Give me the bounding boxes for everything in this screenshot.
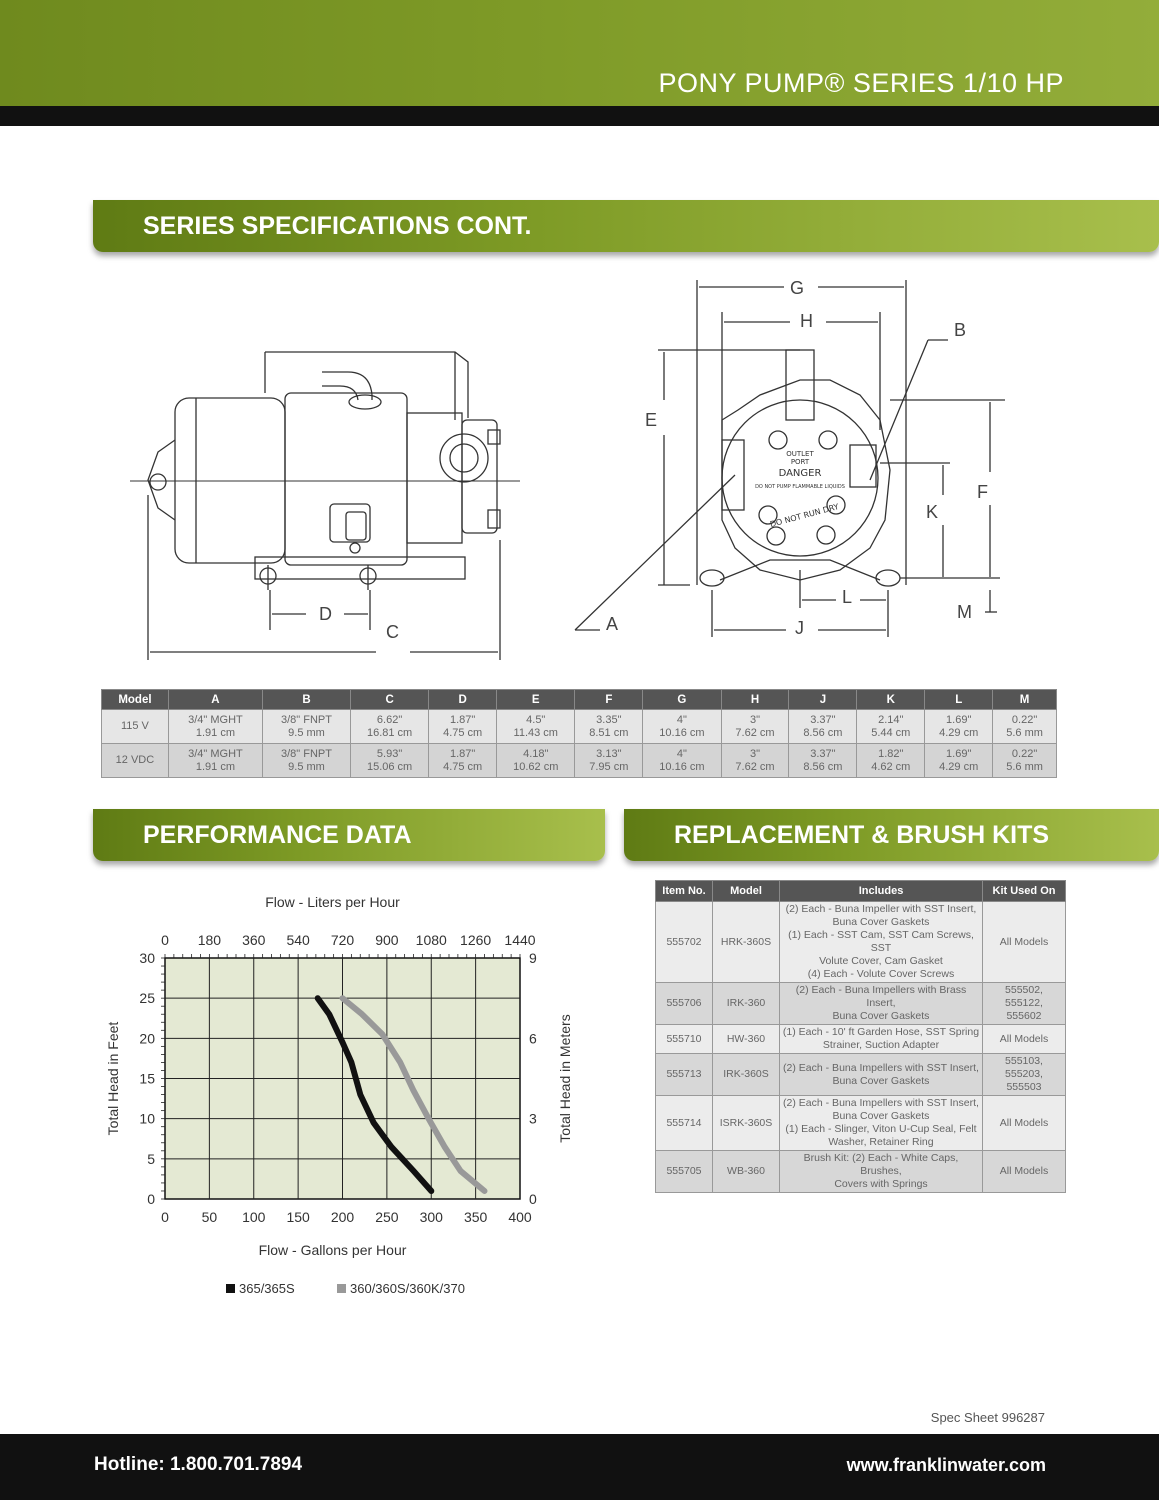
kit-used-on-line: All Models [999, 935, 1049, 948]
dim-label-m: M [957, 602, 972, 622]
dimension-cell [575, 744, 643, 778]
x-tick-label: 400 [508, 1209, 532, 1225]
dimension-cell [643, 710, 721, 744]
kit-includes-line: (1) Each - Slinger, Viton U-Cup Seal, Felt [785, 1123, 977, 1135]
motor-housing [285, 393, 407, 565]
kit-includes-line: (1) Each - 10' ft Garden Hose, SST Spring [782, 1026, 980, 1038]
dimension-value: 3.13" [596, 747, 622, 760]
dimension-value: 10.62 cm [513, 760, 559, 773]
y2-tick-label: 3 [529, 1110, 537, 1127]
dimension-cell [497, 710, 575, 744]
dimension-value: 5.6 mm [1006, 760, 1043, 773]
dimension-value: 4.29 cm [939, 726, 979, 739]
dimension-value: 1.82" [878, 747, 904, 760]
kit-includes-line: (1) Each - SST Cam, SST Cam Screws, SST [788, 929, 974, 954]
dim-header: J [789, 690, 857, 710]
x2-tick-label: 720 [330, 932, 355, 948]
dimension-value: 1.91 cm [195, 726, 236, 739]
inlet-port [722, 440, 744, 510]
page-header [0, 0, 1159, 106]
dim-label-a: A [606, 614, 619, 634]
end-cap [148, 440, 175, 520]
kit-includes [780, 902, 983, 983]
kit-includes-line: (4) Each - Volute Cover Screws [807, 968, 955, 980]
kit-includes [780, 1096, 983, 1151]
spec-sheet-number: Spec Sheet 996287 [930, 1410, 1045, 1425]
header-divider [0, 106, 1159, 126]
dimension-value: 4" [676, 747, 687, 760]
kit-includes [780, 1151, 983, 1193]
warning-label: DO NOT PUMP FLAMMABLE LIQUIDS [755, 484, 845, 490]
dim-header: A [168, 690, 262, 710]
dimension-value: 11.43 cm [513, 726, 558, 739]
dimensions-header-row [102, 690, 1057, 710]
y2-tick-label: 0 [529, 1191, 537, 1207]
dim-header: H [721, 690, 789, 710]
dim-label-k: K [926, 502, 939, 522]
dimension-cell [497, 744, 575, 778]
dimension-cell [721, 710, 789, 744]
dim-header: F [575, 690, 643, 710]
kit-includes [780, 1054, 983, 1096]
legend-item-360 [337, 1281, 465, 1296]
dim-label-f: F [977, 482, 988, 502]
dimension-value: 4.75 cm [443, 726, 483, 739]
dimension-value: 1.69" [946, 747, 972, 760]
x-tick-label: 350 [463, 1209, 488, 1225]
dimension-cell [429, 710, 497, 744]
kit-includes-line: Volute Cover, Cam Gasket [819, 955, 943, 967]
kit-includes-line: Buna Cover Gaskets [832, 1074, 930, 1087]
page-footer [0, 1434, 1159, 1500]
dimension-value: 1.87" [450, 713, 476, 726]
dim-label-e: E [645, 410, 658, 430]
kit-item-number: 555706 [656, 983, 713, 1025]
dim-label-c: C [386, 622, 399, 642]
dimension-cell [925, 744, 993, 778]
specs-section-title: SERIES SPECIFICATIONS CONT. [143, 212, 532, 240]
x2-tick-label: 1260 [460, 932, 492, 948]
legend-swatch-gray [337, 1284, 346, 1293]
kit-row [656, 1096, 1066, 1151]
dimension-value: 5.6 mm [1006, 726, 1043, 739]
x-tick-label: 200 [330, 1209, 355, 1225]
kit-used-on-line: 555122, [1005, 997, 1043, 1009]
dimension-cell [993, 744, 1057, 778]
x2-tick-label: 1440 [504, 932, 536, 948]
dimension-value: 16.81 cm [366, 726, 413, 739]
dimension-value: 8.51 cm [589, 726, 629, 739]
dim-label-b: B [954, 320, 967, 340]
kit-model: IRK-360S [713, 1054, 780, 1096]
outlet-label: OUTLET [786, 450, 814, 458]
y-tick-label: 0 [147, 1191, 155, 1207]
dim-header: L [925, 690, 993, 710]
x-axis-label: Flow - Gallons per Hour [258, 1242, 407, 1258]
kit-includes-line: (2) Each - Buna Impeller with SST Insert, [785, 903, 977, 915]
dimension-cell [168, 744, 262, 778]
kit-row [656, 1054, 1066, 1096]
dim-header: Model [102, 690, 169, 710]
dimension-value: 1.87" [450, 747, 476, 760]
legend-label: 365/365S [239, 1281, 295, 1296]
y-tick-label: 20 [139, 1030, 155, 1047]
x-tick-label: 250 [375, 1209, 399, 1225]
dimension-value: 0.22" [1011, 713, 1038, 726]
dim-label-j: J [795, 618, 804, 638]
dimension-value: 3" [749, 747, 760, 760]
dimension-cell [789, 744, 857, 778]
kit-used-on-line: All Models [999, 1032, 1049, 1045]
kit-model: HRK-360S [713, 902, 780, 983]
dimension-value: 3.35" [596, 713, 622, 726]
dimension-value: 7.62 cm [735, 726, 775, 739]
dimension-cell [925, 710, 993, 744]
dimension-value: 1.91 cm [195, 760, 236, 773]
y-tick-label: 10 [139, 1110, 155, 1127]
kit-includes [780, 1025, 983, 1054]
y2-tick-label: 9 [529, 950, 537, 966]
dim-header: B [263, 690, 351, 710]
website-link[interactable]: www.franklinwater.com [846, 1455, 1046, 1475]
performance-section-title: PERFORMANCE DATA [143, 821, 412, 849]
dimension-value: 4.18" [523, 747, 549, 760]
dimension-cell [789, 710, 857, 744]
kit-includes-line: Covers with Springs [834, 1178, 928, 1190]
dim-label-d: D [319, 604, 332, 624]
performance-section-header [93, 809, 605, 861]
x-tick-label: 50 [201, 1209, 218, 1225]
model-cell: 12 VDC [102, 744, 169, 778]
dim-header: K [857, 690, 925, 710]
outlet-port [786, 350, 814, 420]
x2-tick-label: 0 [161, 932, 169, 948]
kit-includes-line: (2) Each - Buna Impellers with SST Insert, [783, 1097, 979, 1109]
kit-used-on [983, 902, 1066, 983]
dimension-value: 0.22" [1011, 747, 1038, 760]
dimension-value: 3.37" [810, 713, 836, 726]
dimension-cell [263, 710, 351, 744]
dimension-value: 4" [676, 713, 687, 726]
dimension-value: 7.62 cm [735, 760, 775, 773]
kit-item-number: 555713 [656, 1054, 713, 1096]
dimension-cell [721, 744, 789, 778]
pump-front-body [722, 380, 890, 580]
kits-header: Kit Used On [983, 881, 1066, 902]
legend-item-365 [226, 1281, 295, 1296]
legend-label: 360/360S/360K/370 [350, 1281, 465, 1296]
kit-includes [780, 983, 983, 1025]
x-tick-label: 300 [419, 1209, 443, 1225]
x2-tick-label: 540 [286, 932, 310, 948]
dim-label-l: L [842, 587, 853, 607]
dim-header: G [643, 690, 721, 710]
dimension-value: 9.5 mm [288, 726, 325, 739]
dimension-cell [993, 710, 1057, 744]
kit-used-on-line: 555203, [1005, 1068, 1043, 1080]
y-tick-label: 15 [139, 1070, 155, 1087]
kit-includes-line: Buna Cover Gaskets [832, 1010, 930, 1022]
dimensions-row [102, 744, 1057, 778]
dimension-value: 3.37" [810, 747, 836, 760]
kit-includes-line: Strainer, Suction Adapter [822, 1039, 940, 1051]
kit-used-on-line: All Models [999, 1116, 1049, 1129]
dimension-cell [350, 744, 428, 778]
hotline-text: Hotline: 1.800.701.7894 [94, 1454, 303, 1475]
kit-item-number: 555702 [656, 902, 713, 983]
dimension-value: 4.75 cm [443, 760, 483, 773]
dimension-cell [643, 744, 721, 778]
dimension-cell [263, 744, 351, 778]
dimension-value: 4.62 cm [871, 760, 911, 773]
kits-section-title: REPLACEMENT & BRUSH KITS [674, 821, 1050, 849]
kit-row [656, 1025, 1066, 1054]
y2-axis-label: Total Head in Meters [557, 1014, 573, 1143]
dimension-value: 9.5 mm [288, 760, 325, 773]
dimension-value: 3/4" MGHT [188, 747, 243, 760]
kit-used-on-line: All Models [999, 1165, 1049, 1177]
kit-used-on-line: 555103, [1005, 1055, 1043, 1067]
dimension-value: 3/4" MGHT [188, 713, 243, 726]
kit-used-on [983, 1151, 1066, 1193]
dimension-cell [168, 710, 262, 744]
dimension-value: 2.14" [878, 713, 904, 726]
run-dry-label: DO NOT RUN DRY [769, 502, 840, 530]
kits-header: Item No. [656, 881, 713, 902]
dim-header: E [497, 690, 575, 710]
specs-section-header [93, 200, 1159, 252]
dimensions-table [101, 689, 1057, 778]
dimension-value: 10.16 cm [659, 726, 705, 739]
danger-label: DANGER [778, 468, 822, 479]
y-axis-label: Total Head in Feet [105, 1021, 121, 1136]
kit-includes-line: Brush Kit: (2) Each - White Caps, Brushes, [803, 1152, 959, 1177]
dimension-value: 3/8" FNPT [281, 747, 332, 760]
dimension-value: 6.62" [376, 713, 403, 726]
dimension-value: 15.06 cm [366, 760, 413, 773]
dimension-value: 1.69" [946, 713, 972, 726]
dim-header: M [993, 690, 1057, 710]
performance-chart [90, 880, 650, 1280]
kit-used-on [983, 1025, 1066, 1054]
dimension-value: 3/8" FNPT [281, 713, 332, 726]
kit-item-number: 555710 [656, 1025, 713, 1054]
page-title: PONY PUMP® SERIES 1/10 HP [658, 68, 1064, 98]
dimension-cell [857, 744, 925, 778]
dimension-value: 8.56 cm [803, 760, 843, 773]
kits-section-header [624, 809, 1159, 861]
x2-tick-label: 1080 [415, 932, 447, 948]
kit-model: ISRK-360S [713, 1096, 780, 1151]
kit-includes-line: Buna Cover Gaskets [832, 1110, 930, 1122]
kit-includes-line: Buna Cover Gaskets [832, 916, 930, 928]
motor-body [175, 398, 285, 563]
kit-used-on-line: 555502, [1005, 984, 1043, 996]
dimension-cell [857, 710, 925, 744]
dimension-value: 7.95 cm [589, 760, 629, 773]
kit-used-on [983, 1054, 1066, 1096]
dimension-value: 5.44 cm [871, 726, 911, 739]
kit-model: WB-360 [713, 1151, 780, 1193]
dim-header: C [350, 690, 428, 710]
kits-header: Model [713, 881, 780, 902]
y-tick-label: 25 [139, 990, 155, 1007]
kit-row [656, 1151, 1066, 1193]
kit-used-on-line: 555503 [1006, 1081, 1042, 1093]
x2-axis-label: Flow - Liters per Hour [265, 894, 400, 910]
dimension-value: 4.29 cm [939, 760, 979, 773]
kit-row [656, 902, 1066, 983]
kits-table [655, 880, 1066, 1193]
kit-item-number: 555705 [656, 1151, 713, 1193]
kit-includes-line: (2) Each - Buna Impellers with Brass Insert, [795, 984, 967, 1009]
x-tick-label: 0 [161, 1209, 169, 1225]
dimension-value: 5.93" [376, 747, 403, 760]
dimension-cell [575, 710, 643, 744]
kit-item-number: 555714 [656, 1096, 713, 1151]
x-tick-label: 150 [286, 1209, 310, 1225]
dimension-cell [429, 744, 497, 778]
x2-tick-label: 900 [375, 932, 399, 948]
kit-used-on [983, 983, 1066, 1025]
dimension-value: 4.5" [526, 713, 546, 726]
kit-used-on-line: 555602 [1006, 1010, 1042, 1022]
x-tick-label: 100 [242, 1209, 266, 1225]
dim-label-g: G [790, 278, 805, 298]
y-tick-label: 30 [139, 950, 155, 966]
dimension-value: 10.16 cm [659, 760, 705, 773]
y2-tick-label: 6 [529, 1030, 537, 1047]
dim-header: D [429, 690, 497, 710]
kit-used-on [983, 1096, 1066, 1151]
dimension-value: 3" [749, 713, 760, 726]
x2-tick-label: 360 [242, 932, 266, 948]
model-cell: 115 V [102, 710, 169, 744]
dimension-cell [350, 710, 428, 744]
kit-model: IRK-360 [713, 983, 780, 1025]
kit-includes-line: (2) Each - Buna Impellers with SST Insert, [783, 1061, 979, 1074]
dim-label-h: H [800, 311, 813, 331]
dimension-value: 8.56 cm [803, 726, 843, 739]
y-tick-label: 5 [147, 1150, 155, 1167]
dimensions-row [102, 710, 1057, 744]
kit-row [656, 983, 1066, 1025]
x2-tick-label: 180 [197, 932, 222, 948]
kits-header-row [656, 881, 1066, 902]
kit-model: HW-360 [713, 1025, 780, 1054]
kit-includes-line: Washer, Retainer Ring [828, 1136, 934, 1148]
kits-header: Includes [780, 881, 983, 902]
legend-swatch-black [226, 1284, 235, 1293]
port-label: PORT [790, 458, 810, 466]
